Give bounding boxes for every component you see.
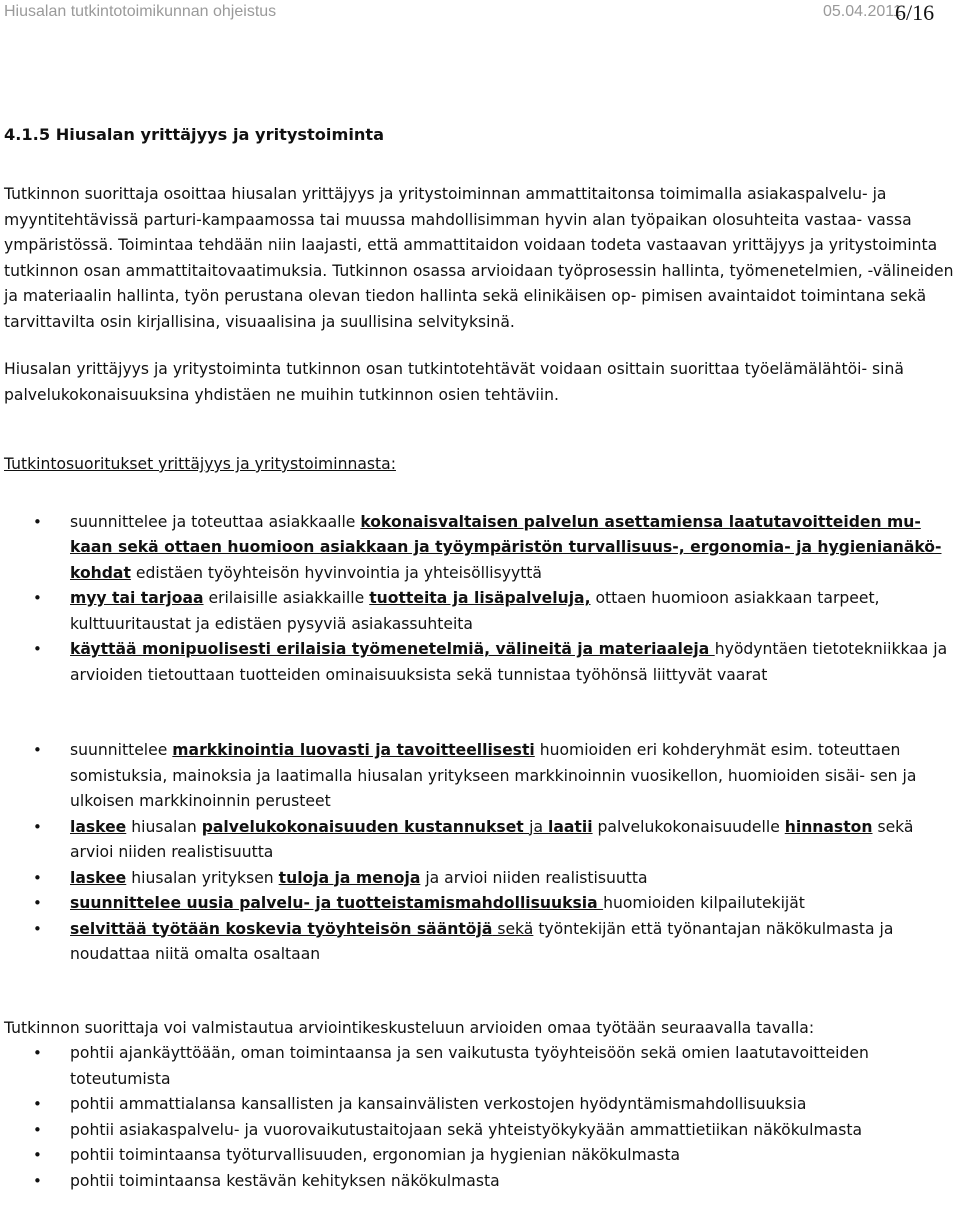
list-text: pohtii asiakaspalvelu- ja vuorovaikutustaitojaan sekä yhteistyökykyään ammattietiikan näkökulmasta — [70, 1120, 863, 1139]
list-item — [4, 1169, 954, 1195]
bullet-icon: • — [33, 640, 42, 658]
list-text: pohtii toimintaansa kestävän kehityksen näkökulmasta — [70, 1171, 500, 1190]
bullet-icon: • — [33, 1044, 42, 1062]
list-item — [4, 917, 954, 968]
performance-list-2 — [4, 738, 954, 968]
bullet-icon: • — [33, 589, 42, 607]
list-text: erilaisille asiakkaille — [203, 589, 370, 607]
bullet-icon: • — [33, 817, 42, 836]
bullet-icon: • — [33, 512, 42, 531]
list-emphasis: laskee — [70, 817, 127, 836]
document-date: 05.04.2011 — [823, 3, 902, 20]
list-text: huomioiden eri kohderyhmät esim. toteuttaen somistuksia, mainoksia ja laatimalla hiusalan yritykseen markkinoinnin vuosikellon, huomioiden sisäi- sen ja ulkoisen markkinoinnin perusteet — [70, 741, 917, 810]
bullet-icon: • — [33, 919, 42, 938]
list-emphasis: laskee — [70, 868, 127, 887]
list-text: ja — [529, 817, 549, 836]
list-item — [4, 637, 954, 688]
list-text: suunnittelee — [70, 741, 173, 759]
list-item — [4, 1143, 954, 1169]
list-text: työntekijän että työnantajan näkökulmasta ja noudattaa niitä omalta osaltaan — [70, 919, 894, 963]
list-text: pohtii ajankäyttöään, oman toimintaansa ja sen vaikutusta työyhteisöön sekä omien laatutavoitteiden toteutumista — [70, 1044, 869, 1088]
list-text: pohtii toimintaansa työturvallisuuden, ergonomian ja hygienian näkökulmasta — [70, 1146, 681, 1164]
list-text: ja arvioi niiden realistisuutta — [420, 868, 648, 887]
bullet-icon: • — [33, 1146, 42, 1164]
subheading-performances: Tutkintosuoritukset yrittäjyys ja yritystoiminnasta: — [4, 455, 396, 473]
list-item — [4, 1041, 954, 1092]
list-item — [4, 586, 954, 637]
page-header — [0, 0, 960, 30]
bullet-icon: • — [33, 868, 42, 887]
section-heading: 4.1.5 Hiusalan yrittäjyys ja yritystoiminta — [4, 125, 385, 144]
list-item — [4, 815, 954, 866]
self-eval-intro: Tutkinnon suorittaja voi valmistautua arviointikeskusteluun arvioiden omaa työtään seuraavalla tavalla: — [4, 1018, 815, 1037]
list-text: ottaen huomioon asiakkaan tarpeet, kulttuuritaustat ja edistäen pysyviä asiakassuhteita — [70, 589, 880, 633]
page-number: 6/16 — [895, 0, 935, 25]
list-emphasis: tuotteita ja lisäpalveluja, — [369, 589, 591, 607]
list-emphasis: käyttää monipuolisesti erilaisia työmenetelmiä, välineitä ja materiaaleja — [70, 640, 715, 658]
list-emphasis: kokonaisvaltaisen palvelun asettamiensa laatutavoitteiden mu- kaan sekä ottaen huomioon asiakkaan ja työympäristön turvallisuus-, ergonomia- ja hygienianäkö- kohdat — [70, 512, 942, 582]
list-text: huomioiden kilpailutekijät — [603, 894, 805, 912]
list-item — [4, 738, 954, 815]
list-item — [4, 1092, 954, 1118]
list-emphasis: markkinointia luovasti ja tavoitteellisesti — [172, 741, 535, 759]
performance-list-1 — [4, 510, 954, 689]
list-item — [4, 510, 954, 587]
list-emphasis: suunnittelee uusia palvelu- ja tuotteistamismahdollisuuksia — [70, 894, 604, 912]
document-title: Hiusalan tutkintotoimikunnan ohjeistus — [4, 3, 277, 20]
paragraph-tasks: Hiusalan yrittäjyys ja yritystoiminta tutkinnon osan tutkintotehtävät voidaan osittain suorittaa työelämälähtöi- sinä palvelukokonaisuuksina yhdistäen ne muihin tutkinnon osien tehtäviin. — [4, 360, 904, 404]
list-text: sekä arvioi niiden realistisuutta — [70, 817, 914, 861]
list-text: edistäen työyhteisön hyvinvointia ja yhteisöllisyyttä — [130, 563, 542, 582]
paragraph-intro: Tutkinnon suorittaja osoittaa hiusalan yrittäjyys ja yritystoiminnan ammattitaitonsa toimimalla asiakaspalvelu- ja myyntitehtävissä parturi-kampaamossa tai muussa mahdollisimman hyvin alan työpaikan olosuhteita vastaa- vassa ympäristössä. Toimintaa tehdään niin laajasti, että ammattitaidon voidaan todeta vastaavan yrittäjyys ja yritystoiminta tutkinnon osan ammattitaitovaatimuksia. Tutkinnon osassa arvioidaan työprosessin hallinta, työmenetelmien, -välineiden ja materiaalin hallinta, työn perustana olevan tiedon hallinta sekä elinikäisen op- pimisen avaintaidot toimintana sekä tarvittavilta osin kirjallisina, visuaalisina ja suullisina selvityksinä. — [4, 185, 954, 331]
bullet-icon: • — [33, 1095, 42, 1113]
list-item — [4, 891, 954, 917]
list-text: hiusalan yrityksen — [126, 868, 279, 887]
list-text: sekä — [492, 919, 534, 938]
list-emphasis: tuloja ja menoja — [278, 868, 421, 887]
bullet-icon: • — [33, 741, 42, 759]
self-eval-list — [4, 1041, 954, 1194]
list-text: hiusalan — [126, 817, 202, 836]
list-emphasis: hinnaston — [784, 817, 873, 836]
list-emphasis: myy tai tarjoaa — [70, 589, 204, 607]
list-text: pohtii ammattialansa kansallisten ja kansainvälisten verkostojen hyödyntämismahdollisuuksia — [70, 1095, 807, 1113]
bullet-icon: • — [33, 1171, 42, 1190]
list-emphasis: laatii — [548, 817, 593, 836]
list-item — [4, 866, 954, 892]
bullet-icon: • — [33, 1120, 42, 1139]
list-text: palvelukokonaisuudelle — [592, 817, 785, 836]
bullet-icon: • — [33, 894, 42, 912]
list-item — [4, 1118, 954, 1144]
list-emphasis: selvittää työtään koskevia työyhteisön sääntöjä — [70, 919, 493, 938]
list-emphasis: palvelukokonaisuuden kustannukset — [201, 817, 530, 836]
list-text: hyödyntäen tietotekniikkaa ja arvioiden tietouttaan tuotteiden ominaisuuksista sekä tunnistaa työhönsä liittyvät vaarat — [70, 640, 948, 684]
list-text: suunnittelee ja toteuttaa asiakkaalle — [70, 512, 361, 531]
document-body — [4, 124, 954, 1194]
